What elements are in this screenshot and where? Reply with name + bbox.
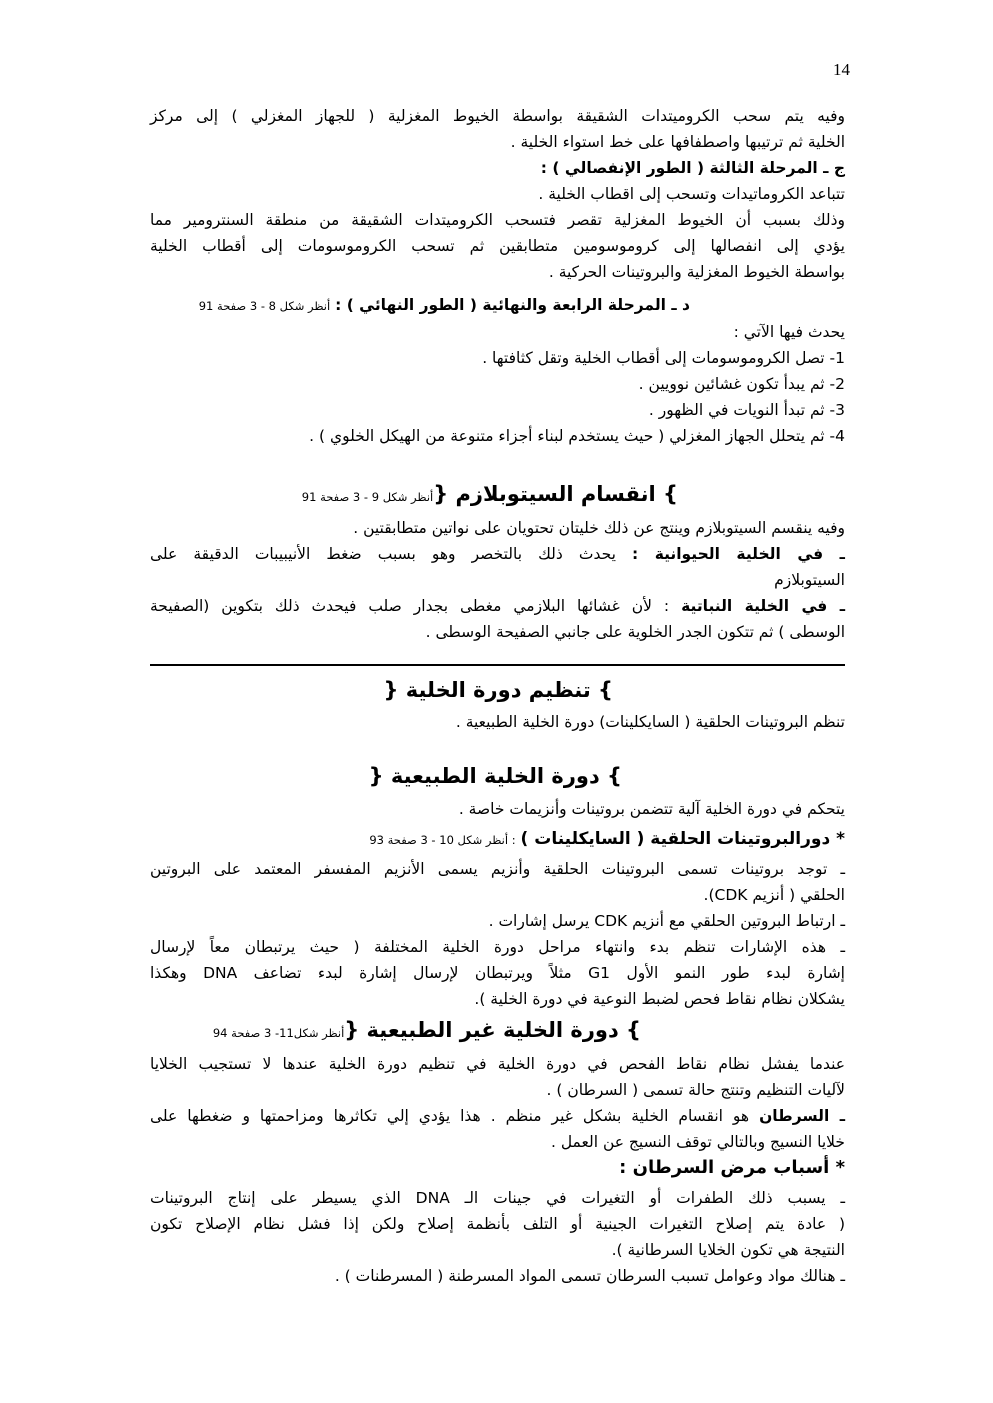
text-line: يؤدي إلى انفصالها إلى كروموسومين متطابقين ثم تسحب الكروموسومات إلى أقطاب الخلية — [150, 237, 845, 255]
text-line: بواسطة الخيوط المغزلية والبروتينات الحركية . — [548, 263, 845, 281]
heading-text: * دورالبروتينات الحلقية ( السايكلينات ) — [520, 829, 845, 849]
subheading: * أسباب مرض السرطان : — [619, 1157, 845, 1178]
text-line — [150, 542, 845, 566]
inline-text: يحدث ذلك بالتخصر وهو بسبب ضغط الأنيبيبات الدقيقة على — [150, 545, 616, 563]
list-item: 1- تصل الكروموسومات إلى أقطاب الخلية وتقل كثافتها . — [482, 349, 845, 367]
inline-text: : لأن غشائها البلازمي مغطى بجدار صلب فيحدث ذلك بتكوين (الصفيحة — [150, 597, 670, 615]
section-heading: } دورة الخلية الطبيعية { — [368, 764, 622, 788]
section-heading: } تنظيم دورة الخلية { — [383, 678, 613, 702]
text-line: وفيه ينقسم السيتوبلازم وينتج عن ذلك خليتان تحتويان على نواتين متطابقتين . — [353, 519, 845, 537]
list-item: ـ توجد بروتينات تسمى البروتينات الحلقية وأنزيم يسمى الأنزيم المفسفر المعتمد على البروتين — [150, 860, 845, 878]
text-line: وذلك بسبب أن الخيوط المغزلية تقصر فتسحب الكروميتدات الشقيقة من منطقة السنترومير مما — [150, 211, 845, 229]
list-item: 4- ثم يتحلل الجهاز المغزلي ( حيث يستخدم لبناء أجزاء متنوعة من الهيكل الخلوي ) . — [309, 427, 845, 445]
heading-text: د ـ المرحلة الرابعة والنهائية ( الطور النهائي ) : — [335, 296, 690, 314]
list-item: ـ يسبب ذلك الطفرات أو التغيرات في جينات الـ DNA الذي يسيطر على إنتاج البروتينات — [150, 1189, 845, 1207]
section-heading — [199, 293, 690, 318]
text-line: النتيجة هي تكون الخلايا السرطانية ). — [611, 1241, 845, 1259]
text-line: الحلقي ( أنزيم CDK). — [703, 886, 845, 904]
body-text — [150, 0, 845, 1403]
list-item: ـ هنالك مواد وعوامل تسبب السرطان تسمى المواد المسرطنة ( المسرطنات ) . — [334, 1267, 845, 1285]
text-line: الخلية ثم ترتيبها واصطفافها على خط استواء الخلية . — [510, 133, 845, 151]
list-item: 2- ثم يبدأ تكون غشائين نوويين . — [638, 375, 845, 393]
text-line: عندما يفشل نظام نقاط الفحص في دورة الخلية في تنظيم دورة الخلية عندها لا تستجيب الخلايا — [150, 1055, 845, 1073]
text-line: خلايا النسيج وبالتالي توقف النسيج عن العمل . — [550, 1133, 845, 1151]
text-line: السيتوبلازم — [774, 571, 845, 589]
text-line — [150, 594, 845, 618]
list-item: ـ ارتباط البروتين الحلقي مع أنزيم CDK يرسل إشارات . — [488, 912, 845, 930]
text-line: لآليات التنظيم وتنتج حالة تسمى ( السرطان ) . — [546, 1081, 845, 1099]
list-item: ـ هذه الإشارات تنظم بدء وانتهاء مراحل دورة الخلية المختلفة ( حيث يرتبطان معاً لإرسال — [150, 938, 845, 956]
text-line: وفيه يتم سحب الكروميتدات الشقيقة بواسطة الخيوط المغزلية ( للجهاز المغزلي ) إلى مركز — [150, 107, 845, 125]
text-line: يشكلان نظام نقاط فحص لضبط النوعية في دورة الخلية ). — [474, 990, 845, 1008]
inline-label: ـ في الخلية الحيوانية : — [631, 545, 845, 563]
figure-reference: أنظر شكل 8 - 3 صفحة 91 — [198, 299, 331, 313]
text-line: تنظم البروتينات الحلقية ( السايكلينات) دورة الخلية الطبيعية . — [455, 713, 845, 731]
text-line: تتباعد الكروماتيدات وتسحب إلى اقطاب الخلية . — [538, 185, 845, 203]
figure-reference: أنظر شكل 9 - 3 صفحة 91 — [301, 490, 434, 504]
heading-text: } انقسام السيتوبلازم { — [433, 482, 678, 506]
section-heading — [302, 482, 678, 509]
page-number: 14 — [833, 60, 850, 79]
inline-text: هو انقسام الخلية بشكل غير منظم . هذا يؤدي إلي تكاثرها ومزاحمتها و ضغطها على — [150, 1107, 750, 1125]
section-heading — [213, 1018, 641, 1045]
figure-reference: أنظر شكل11- 3 صفحة 94 — [212, 1026, 345, 1040]
text-line: يتحكم في دورة الخلية آلية تتضمن بروتينات وأنزيمات خاصة . — [458, 800, 845, 818]
text-line: إشارة لبدء طور النمو الأول G1 مثلاً ويرتبطان لإرسال إشارة لبدء تضاعف DNA وهكذا — [150, 964, 845, 982]
list-item: 3- ثم تبدأ النويات في الظهور . — [648, 401, 845, 419]
subheading — [369, 827, 845, 852]
text-line — [150, 1104, 845, 1128]
text-line: يحدث فيها الآتي : — [733, 323, 845, 341]
section-heading: ج ـ المرحلة الثالثة ( الطور الإنفصالي ) : — [540, 159, 845, 177]
inline-label: ـ السرطان — [759, 1107, 846, 1125]
heading-text: } دورة الخلية غير الطبيعية { — [344, 1018, 641, 1042]
text-line: ( عادة يتم إصلاح التغيرات الجينية أو التلف بأنظمة إصلاح ولكن إذا فشل نظام الإصلاح تكون — [150, 1215, 845, 1233]
horizontal-divider — [150, 664, 845, 666]
inline-label: ـ في الخلية النباتية — [681, 597, 845, 615]
text-line: الوسطى ) ثم تتكون الجدر الخلوية على جانبي الصفيحة الوسطى . — [425, 623, 845, 641]
figure-reference: : أنظر شكل 10 - 3 صفحة 93 — [369, 833, 516, 847]
